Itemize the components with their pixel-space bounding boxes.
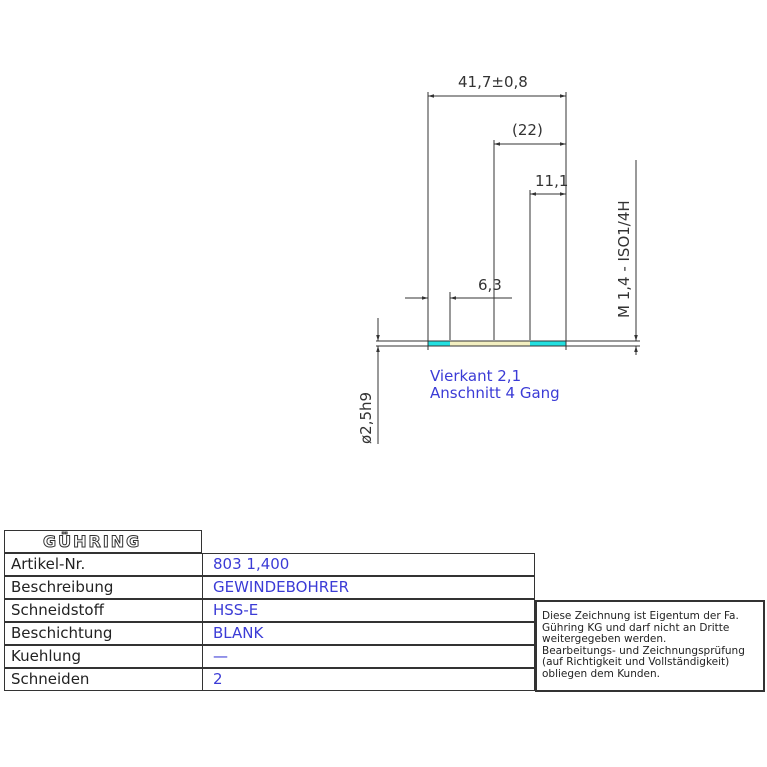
notice-line: (auf Richtigkeit und Vollständigkeit) (542, 656, 730, 668)
title-row-cooling (4, 645, 535, 668)
shank-segment-label: 6,3 (478, 276, 502, 294)
row-value: 803 1,400 (213, 555, 290, 573)
row-label: Beschreibung (11, 578, 114, 596)
notice-line: Diese Zeichnung ist Eigentum der Fa. (542, 610, 739, 622)
row-label: Artikel-Nr. (11, 555, 86, 573)
row-divider (202, 577, 203, 598)
notice-line: Gühring KG und darf nicht an Dritte (542, 621, 730, 634)
row-divider (202, 669, 203, 690)
row-divider (202, 623, 203, 644)
ownership-notice (535, 600, 765, 692)
row-value: HSS-E (213, 601, 259, 619)
title-row-article (4, 553, 535, 576)
tap-body (376, 336, 640, 350)
thread-length-label: (22) (512, 121, 543, 139)
title-row-material (4, 599, 535, 622)
row-value: BLANK (213, 624, 264, 642)
row-label: Kuehlung (11, 647, 82, 665)
notice-line: obliegen dem Kunden. (542, 667, 660, 680)
row-label: Beschichtung (11, 624, 113, 642)
guehring-logo: GÜHRING (43, 532, 142, 551)
overall-length-label: 41,7±0,8 (458, 73, 528, 91)
row-divider (202, 554, 203, 575)
title-row-coating (4, 622, 535, 645)
thread-highlight (530, 341, 566, 346)
row-label: Schneidstoff (11, 601, 104, 619)
logo-cell (4, 530, 202, 553)
row-value: — (213, 647, 228, 665)
notice-line: Bearbeitungs- und Zeichnungsprüfung (542, 644, 745, 657)
title-row-description (4, 576, 535, 599)
square-highlight (428, 341, 450, 346)
row-value: GEWINDEBOHRER (213, 578, 350, 596)
thread-spec-label: M 1,4 - ISO1/4H (615, 200, 633, 318)
title-row-flutes (4, 668, 535, 691)
shank-diameter-label: ø2,5h9 (357, 391, 375, 444)
square-note: Vierkant 2,1 (430, 367, 522, 385)
square-length-label: 11,1 (535, 172, 569, 190)
row-divider (202, 646, 203, 667)
chamfer-note: Anschnitt 4 Gang (430, 384, 560, 402)
notice-line: weitergegeben werden. (542, 633, 667, 645)
row-label: Schneiden (11, 670, 90, 688)
row-value: 2 (213, 670, 223, 688)
row-divider (202, 600, 203, 621)
